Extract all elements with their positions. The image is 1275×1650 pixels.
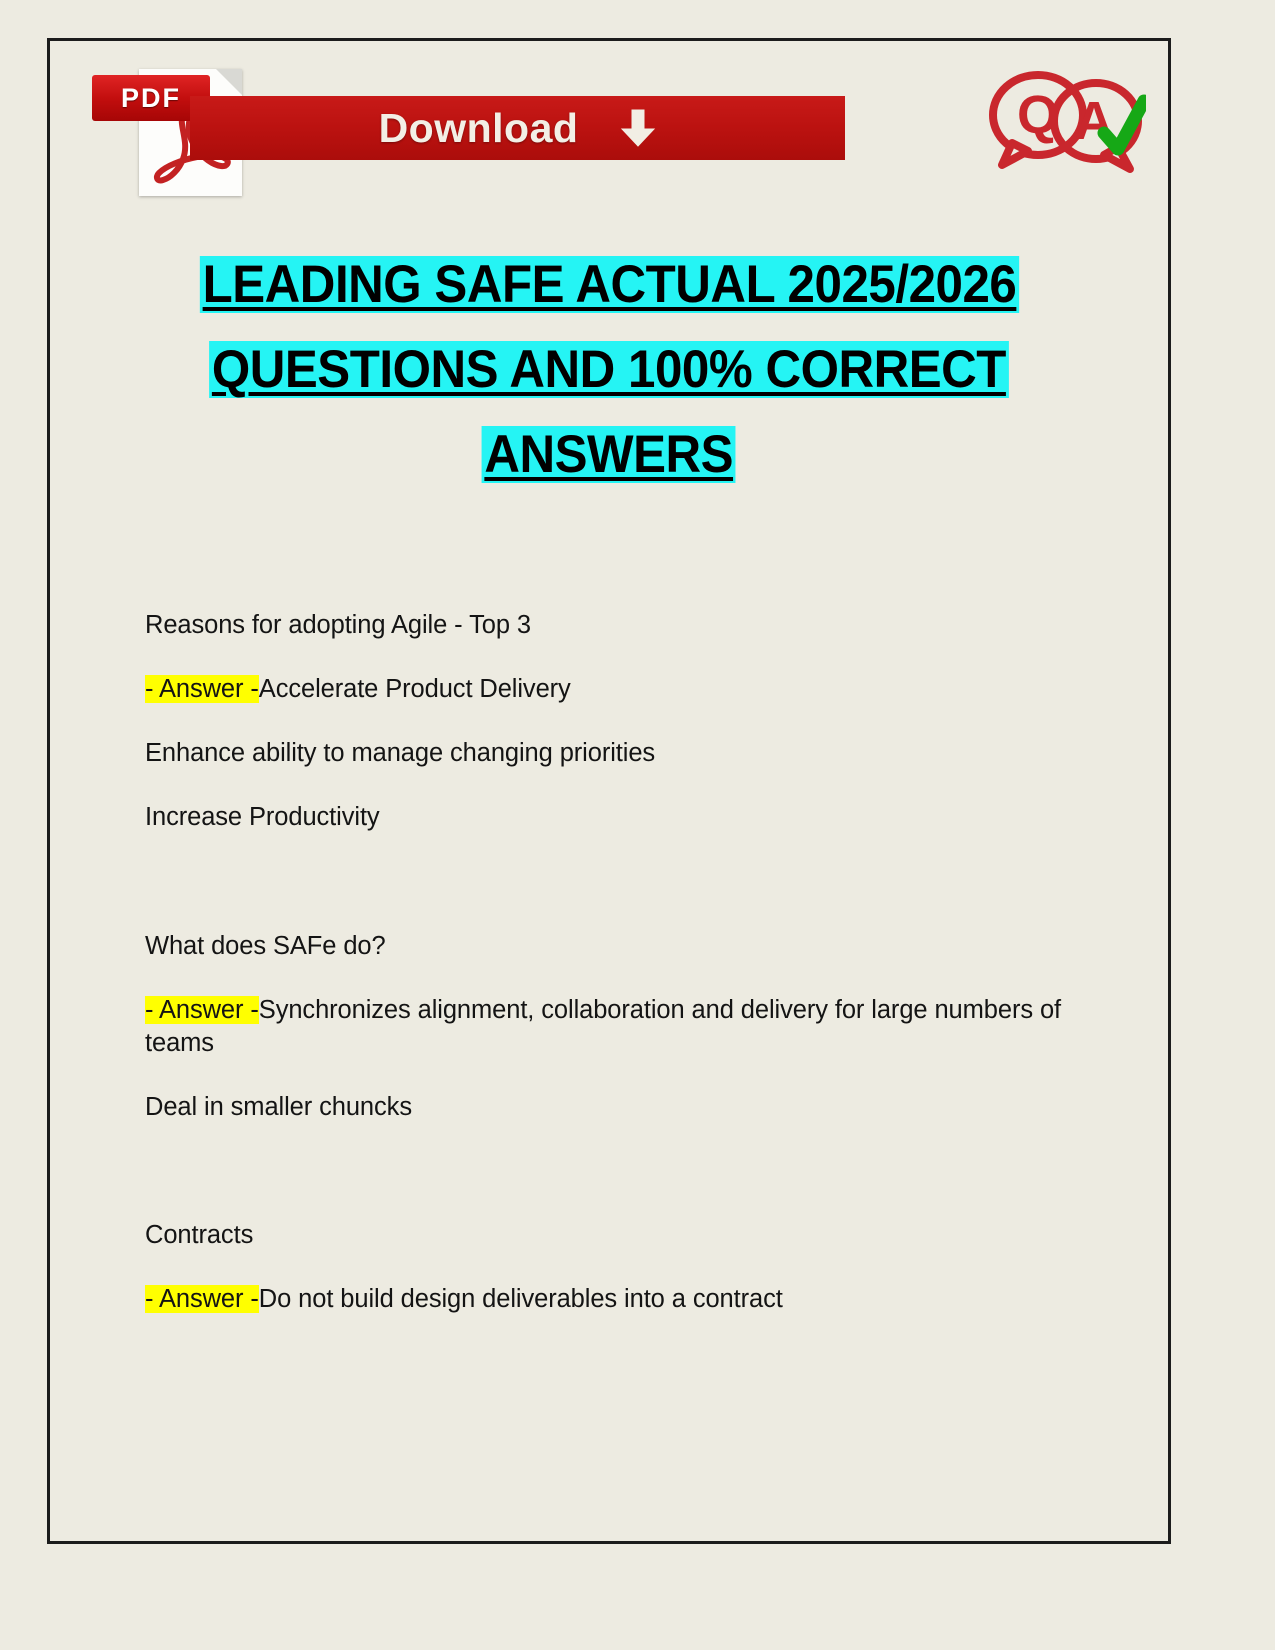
- page-fold-corner-icon: [216, 69, 242, 95]
- title-line-1-text: LEADING SAFE ACTUAL 2025/2026: [199, 256, 1018, 313]
- answer-text-3: Do not build design deliverables into a contract: [258, 1285, 783, 1314]
- download-label: Download: [378, 104, 579, 151]
- question-prompt-3: Contracts: [145, 1221, 254, 1250]
- answer-extra-1b: Increase Productivity: [145, 803, 380, 832]
- answer-text-1: Accelerate Product Delivery: [258, 675, 571, 704]
- title-line-2-text: QUESTIONS AND 100% CORRECT: [209, 341, 1009, 398]
- answer-extra-1a: Enhance ability to manage changing priorities: [145, 739, 656, 768]
- question-prompt-1: Reasons for adopting Agile - Top 3: [145, 611, 531, 639]
- answer-line-1: [145, 673, 1075, 706]
- title-line-2: [50, 341, 1168, 398]
- title-line-3-text: ANSWERS: [482, 426, 736, 483]
- title-line-3: [50, 426, 1168, 483]
- answer-line-2: [145, 994, 1075, 1060]
- down-arrow-icon: [620, 108, 656, 148]
- title-line-1: [50, 256, 1168, 313]
- answer-line-3: [145, 1283, 1075, 1316]
- qa-logo: [978, 63, 1146, 181]
- document-body: [145, 609, 1075, 1347]
- answer-tag-2: - Answer -: [145, 995, 259, 1024]
- qa-letter-q: Q: [1016, 85, 1060, 145]
- qa-letter-a: A: [1074, 91, 1114, 151]
- answer-tag-1: - Answer -: [145, 675, 259, 704]
- download-button[interactable]: [190, 96, 845, 160]
- document-page: [47, 38, 1171, 1544]
- answer-text-2: Synchronizes alignment, collaboration and delivery for large numbers of teams: [145, 995, 1062, 1057]
- document-title: [50, 256, 1168, 483]
- answer-extra-2a: Deal in smaller chuncks: [145, 1092, 412, 1121]
- answer-tag-3: - Answer -: [145, 1285, 259, 1314]
- question-prompt-2: What does SAFe do?: [145, 931, 386, 960]
- pdf-label-text: PDF: [121, 82, 181, 113]
- document-header: [50, 41, 1168, 201]
